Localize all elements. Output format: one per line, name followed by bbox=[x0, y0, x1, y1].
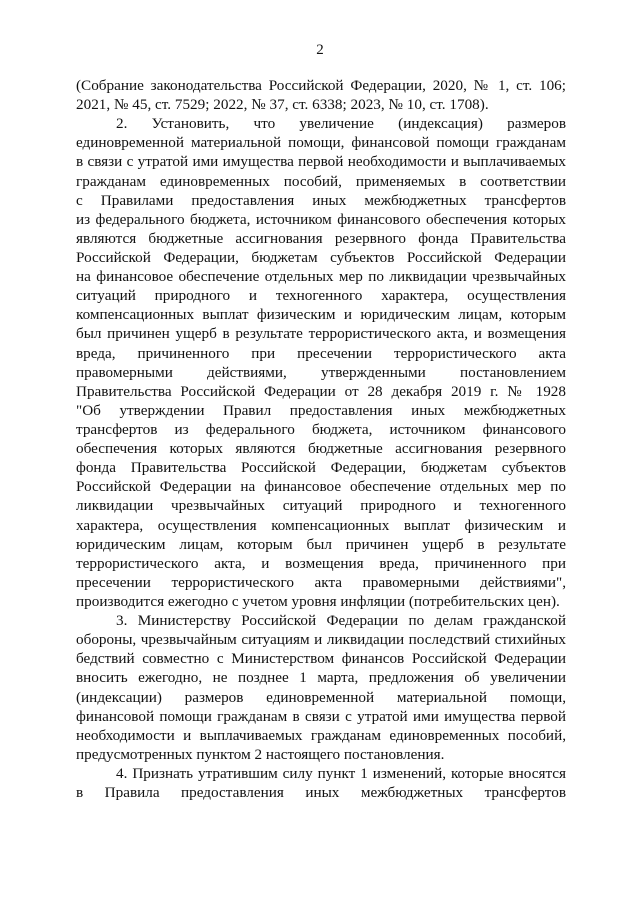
text-line: производится ежегодно с учетом уровня инфляции (потребительских цен). bbox=[76, 592, 560, 610]
text-line: Правительства Российской Федерации от 28 декабря 2019 г. № 1928 bbox=[76, 382, 566, 400]
text-line: (Собрание законодательства Российской Федерации, 2020, № 1, ст. 106; bbox=[76, 77, 566, 94]
text-line: компенсационных выплат физическим и юридическим лицам, которым bbox=[76, 306, 566, 324]
page-number: 2 bbox=[316, 42, 324, 58]
text-line: из федерального бюджета, источником финансового обеспечения которых bbox=[76, 210, 566, 228]
text-line: 3. Министерству Российской Федерации по делам гражданской bbox=[116, 612, 566, 630]
paragraph-item-2 bbox=[76, 114, 566, 611]
text-line: финансовой помощи гражданам в связи с утратой ими имущества первой bbox=[76, 707, 566, 725]
text-line: обеспечения которых являются бюджетные ассигнования резервного bbox=[76, 440, 566, 458]
text-line: 2. Установить, что увеличение (индексация) размеров bbox=[116, 115, 566, 133]
text-line: правомерными действиями, утвержденными постановлением bbox=[76, 363, 566, 381]
text-line: ликвидации чрезвычайных ситуаций природного и техногенного bbox=[76, 497, 566, 515]
text-line: в Правила предоставления иных межбюджетных трансфертов bbox=[76, 784, 566, 802]
text-line: 4. Признать утратившим силу пункт 1 изменений, которые вносятся bbox=[116, 764, 566, 782]
text-line: характера, осуществления компенсационных выплат физическим и bbox=[76, 516, 566, 534]
text-line: в связи с утратой ими имущества первой необходимости и выплачиваемых bbox=[76, 153, 566, 171]
text-line: Российской Федерации на финансовое обеспечение отдельных мер по bbox=[76, 478, 566, 496]
text-line: являются бюджетные ассигнования резервного фонда Правительства bbox=[76, 229, 566, 247]
text-line: на финансовое обеспечение отдельных мер по ликвидации чрезвычайных bbox=[76, 268, 566, 286]
text-line: фонда Правительства Российской Федерации, бюджетам субъектов bbox=[76, 459, 566, 477]
text-line: бедствий совместно с Министерством финансов Российской Федерации bbox=[76, 650, 566, 668]
document-body bbox=[76, 76, 566, 802]
text-line: обороны, чрезвычайным ситуациям и ликвидации последствий стихийных bbox=[76, 631, 566, 649]
text-line: необходимости и выплачиваемых гражданам единовременных пособий, bbox=[76, 726, 566, 744]
text-line: с Правилами предоставления иных межбюджетных трансфертов bbox=[76, 191, 566, 209]
text-line: ситуаций природного и техногенного характера, осуществления bbox=[76, 287, 566, 305]
text-line: вносить ежегодно, не позднее 1 марта, предложения об увеличении bbox=[76, 669, 566, 687]
text-line: "Об утверждении Правил предоставления иных межбюджетных bbox=[76, 401, 566, 419]
text-line: единовременной материальной помощи, финансовой помощи гражданам bbox=[76, 134, 566, 152]
text-line: был причинен ущерб в результате террористического акта, и возмещения bbox=[76, 325, 566, 343]
text-line: юридическим лицам, которым был причинен ущерб в результате bbox=[76, 535, 566, 553]
text-line: (индексации) размеров единовременной материальной помощи, bbox=[76, 688, 566, 706]
text-line: Российской Федерации, бюджетам субъектов Российской Федерации bbox=[76, 248, 566, 266]
text-line: вреда, причиненного при пресечении террористического акта bbox=[76, 344, 566, 362]
text-line: 2021, № 45, ст. 7529; 2022, № 37, ст. 6338; 2023, № 10, ст. 1708). bbox=[76, 96, 489, 114]
text-line: пресечении террористического акта правомерными действиями", bbox=[76, 573, 566, 591]
text-line: предусмотренных пунктом 2 настоящего постановления. bbox=[76, 745, 445, 763]
paragraph-item-3 bbox=[76, 611, 566, 764]
paragraph-item-4 bbox=[76, 764, 566, 802]
text-line: террористического акта, и возмещения вреда, причиненного при bbox=[76, 554, 566, 572]
paragraph-source-citation bbox=[76, 76, 566, 114]
text-line: гражданам единовременных пособий, применяемых в соответствии bbox=[76, 172, 566, 190]
text-line: трансфертов из федерального бюджета, источником финансового bbox=[76, 420, 566, 438]
